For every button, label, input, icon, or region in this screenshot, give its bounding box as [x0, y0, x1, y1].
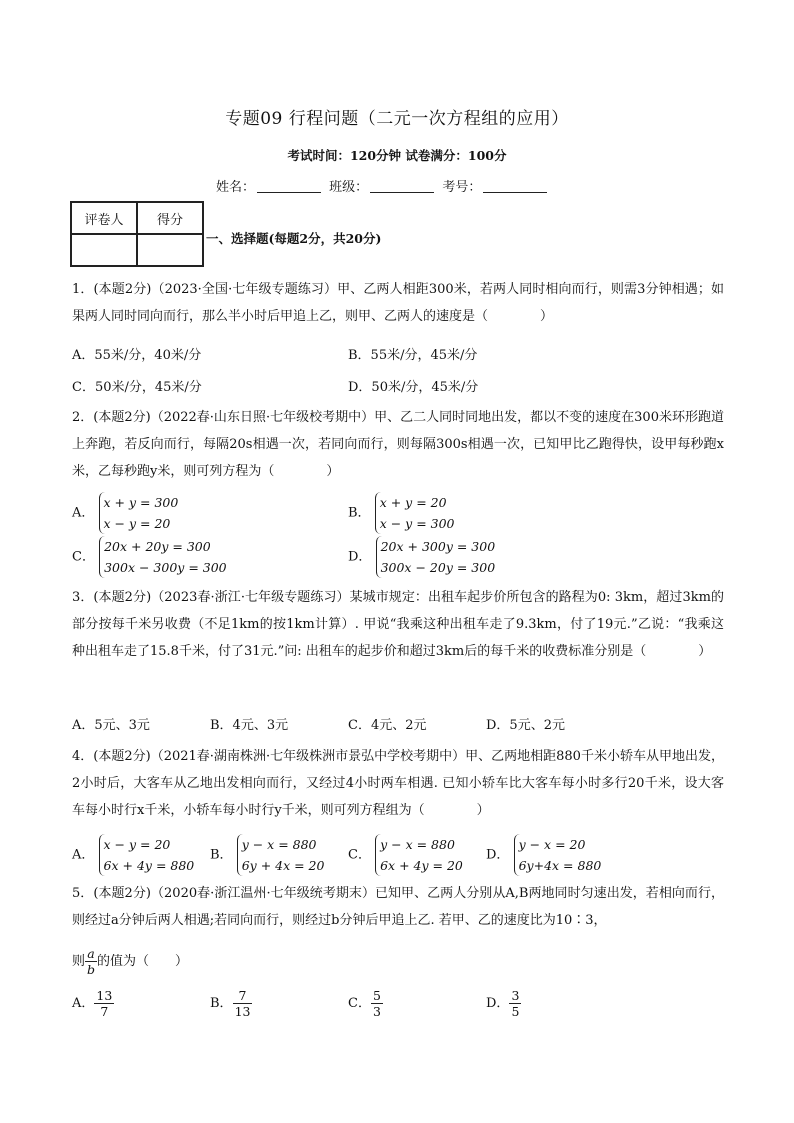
section-heading: 一、选择题(每题2分，共20分)	[206, 231, 382, 246]
q4-option-c: C． y − x = 880 6x + 4y = 20	[348, 834, 463, 876]
q4-option-b: B． y − x = 880 6y + 4x = 20	[210, 834, 324, 876]
q2-option-b: B． x + y = 20 x − y = 300	[348, 492, 455, 534]
name-blank[interactable]	[257, 179, 321, 193]
q5-option-a: A． $\frac{13}{7}$	[72, 988, 113, 1019]
id-blank[interactable]	[483, 179, 547, 193]
q1-option-a: A．55米/分，40米/分	[72, 348, 202, 363]
q5-option-c: C． $\frac{5}{3}$	[348, 988, 381, 1019]
q2-a-system: x + y = 300 x − y = 20	[99, 492, 179, 534]
q5-fraction-a-over-b: $\frac{a}{b}$	[87, 946, 96, 977]
q3-option-a: A．5元、3元	[72, 718, 150, 733]
student-info-line	[216, 176, 551, 195]
q4-option-d: D． y − x = 20 6y+4x = 880	[486, 834, 601, 876]
grader-cell	[71, 234, 137, 266]
name-label: 姓名：	[216, 180, 256, 195]
q4-option-a: A． x − y = 20 6x + 4y = 880	[72, 834, 194, 876]
q4-c-system: y − x = 880 6x + 4y = 20	[375, 834, 463, 876]
q2-option-a: A． x + y = 300 x − y = 20	[72, 492, 178, 534]
q3-option-d: D．5元、2元	[486, 718, 565, 733]
score-cell	[137, 234, 203, 266]
q4-d-system: y − x = 20 6y+4x = 880	[514, 834, 602, 876]
q3-option-c: C．4元、2元	[348, 718, 427, 733]
q2-b-system: x + y = 20 x − y = 300	[375, 492, 455, 534]
question-5-line3: 则 $\frac{a}{b}$ 的值为（ ）	[72, 946, 189, 977]
q2-c-system: 20x + 20y = 300 300x − 300y = 300	[99, 536, 227, 578]
page-title: 专题09 行程问题（二元一次方程组的应用）	[225, 109, 569, 129]
id-label: 考号：	[442, 180, 482, 195]
q5-option-d: D． $\frac{3}{5}$	[486, 988, 520, 1019]
question-1-text: 1．(本题2分)（2023·全国·七年级专题练习）甲、乙两人相距300米，若两人同时相向而行，则需3分钟相遇；如果两人同时同向而行，那么半小时后甲追上乙，则甲、乙两人的速度是（ ）	[72, 282, 724, 324]
q1-option-b: B．55米/分，45米/分	[348, 348, 478, 363]
q4-a-system: x − y = 20 6x + 4y = 880	[99, 834, 195, 876]
q2-option-d: D． 20x + 300y = 300 300x − 20y = 300	[348, 536, 495, 578]
question-3-text: 3．(本题2分)（2023春·浙江·七年级专题练习）某城市规定：出租车起步价所包含的路程为0: 3km，超过3km的部分按每千米另收费（不足1km的按1km计算）. 甲说“我乘这种出租车走了9.3km，付了19元.”乙说：“我乘这种出租车走了15.8千米，付了31元.”问: 出租车的起步价和超过3km后的每千米的收费标准分别是（ ）	[72, 590, 724, 659]
q1-option-d: D．50米/分，45米/分	[348, 380, 479, 395]
grader-header: 评卷人	[71, 202, 137, 234]
question-5-text: 5．(本题2分)（2020春·浙江温州·七年级统考期末）已知甲、乙两人分别从A,B两地同时匀速出发，若相向而行，则经过a分钟后两人相遇;若同向而行，则经过b分钟后甲追上乙. 若甲、乙的速度比为10∶3，	[72, 886, 724, 928]
exam-info: 考试时间：120分钟 试卷满分：100分	[287, 148, 507, 163]
question-4-text: 4．(本题2分)（2021春·湖南株洲·七年级株洲市景弘中学校考期中）甲、乙两地相距880千米小轿车从甲地出发，2小时后，大客车从乙地出发相向而行，又经过4小时两车相遇. 已知小轿车比大客车每小时多行20千米，设大客车每小时行x千米，小轿车每小时行y千米，则可列方程组为（ ）	[72, 749, 724, 818]
q1-option-c: C．50米/分，45米/分	[72, 380, 202, 395]
q4-b-system: y − x = 880 6y + 4x = 20	[237, 834, 325, 876]
question-2-text: 2．(本题2分)（2022春·山东日照·七年级校考期中）甲、乙二人同时同地出发，都以不变的速度在300米环形跑道上奔跑，若反向而行，每隔20s相遇一次，若同向而行，则每隔300s相遇一次，已知甲比乙跑得快，设甲每秒跑x米，乙每秒跑y米，则可列方程为（ ）	[72, 410, 724, 479]
q3-option-b: B．4元、3元	[210, 718, 289, 733]
class-blank[interactable]	[370, 179, 434, 193]
class-label: 班级：	[329, 180, 369, 195]
score-table	[70, 201, 204, 267]
q5-option-b: B． $\frac{7}{13}$	[210, 988, 251, 1019]
score-header: 得分	[137, 202, 203, 234]
q2-d-system: 20x + 300y = 300 300x − 20y = 300	[376, 536, 496, 578]
q2-option-c: C． 20x + 20y = 300 300x − 300y = 300	[72, 536, 227, 578]
